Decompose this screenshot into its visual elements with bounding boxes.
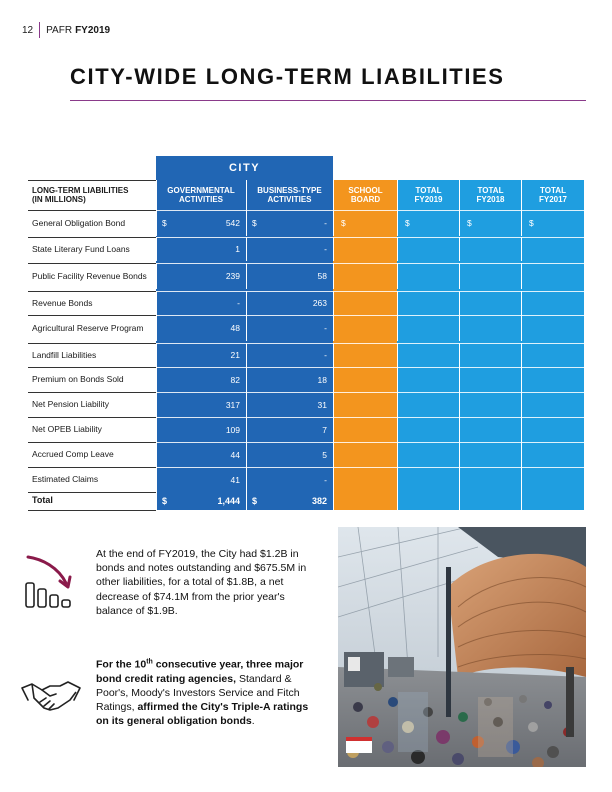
- table-row: [28, 392, 584, 417]
- business-value: 31: [246, 392, 333, 417]
- row-label: Accrued Comp Leave: [32, 449, 114, 460]
- row-divider: [28, 237, 156, 238]
- row-divider-light: [156, 343, 584, 344]
- total-2018-value: [459, 467, 521, 492]
- table-row: [28, 442, 584, 467]
- total-2017-value: [521, 263, 584, 289]
- row-divider: [28, 392, 156, 393]
- row-divider-light: [156, 467, 584, 468]
- row-divider: [28, 315, 156, 316]
- row-divider-light: [156, 237, 584, 238]
- total-2017-value: $: [521, 210, 584, 236]
- business-value: 5: [246, 442, 333, 467]
- liabilities-summary-text: At the end of FY2019, the City had $1.2B in bonds and notes outstanding and $675.5M in other liabilities, for a total of $1.8B, a net decrease of $74.1M from the prior year's balance of $1.9B.: [96, 548, 307, 617]
- row-label: Landfill Liabilities: [32, 349, 97, 360]
- row-divider: [28, 343, 156, 344]
- total-2019-value: [397, 442, 459, 467]
- governmental-value: 239: [156, 263, 246, 289]
- governmental-value: 1: [156, 237, 246, 261]
- total-2018-value: [459, 237, 521, 261]
- row-divider: [28, 263, 156, 264]
- school-value: [333, 467, 397, 492]
- business-value: -: [246, 237, 333, 261]
- business-value: 263: [246, 291, 333, 315]
- business-value: 18: [246, 367, 333, 392]
- total-label: Total: [32, 495, 53, 506]
- business-value: -: [246, 315, 333, 341]
- business-value: 58: [246, 263, 333, 289]
- table-row: [28, 291, 584, 315]
- liabilities-table: [28, 156, 584, 511]
- row-divider-light: [156, 392, 584, 393]
- rating-agencies-text: For the 10th consecutive year, three major bond credit rating agencies, Standard & Poor's, Moody's Investors Service and Fitch Ratings, affirmed the City's Triple-A ratings on its general obligation bonds.: [96, 658, 309, 728]
- row-divider: [28, 291, 156, 292]
- total-2019-value: [397, 263, 459, 289]
- total-2018-value: $: [459, 210, 521, 236]
- row-divider: [28, 210, 156, 211]
- page-title: CITY-WIDE LONG-TERM LIABILITIES: [70, 64, 505, 89]
- governmental-column-header: GOVERNMENTAL ACTIVITIES: [156, 180, 246, 210]
- total-row: [28, 492, 584, 510]
- business-value: 7: [246, 417, 333, 442]
- table-row: [28, 417, 584, 442]
- row-label: State Literary Fund Loans: [32, 243, 130, 254]
- table-row: [28, 263, 584, 289]
- total-business: $ 382: [246, 492, 333, 510]
- business-column-header: BUSINESS-TYPE ACTIVITIES: [246, 180, 333, 210]
- total-fy2017: [521, 492, 584, 510]
- school-value: [333, 417, 397, 442]
- convention-center-photo: [338, 527, 586, 767]
- school-value: [333, 392, 397, 417]
- table-row: [28, 343, 584, 367]
- total-2018-value: [459, 315, 521, 341]
- total-2019-value: [397, 315, 459, 341]
- total-fy2018: [459, 492, 521, 510]
- header-divider-line: [28, 180, 156, 181]
- governmental-value: 82: [156, 367, 246, 392]
- row-divider-light: [156, 291, 584, 292]
- total-2018-column-header: TOTAL FY2018: [459, 180, 521, 210]
- total-2018-value: [459, 442, 521, 467]
- total-2018-value: [459, 367, 521, 392]
- row-label: Net OPEB Liability: [32, 424, 102, 435]
- row-label: Premium on Bonds Sold: [32, 374, 124, 385]
- total-2019-column-header: TOTAL FY2019: [397, 180, 459, 210]
- total-2017-value: [521, 237, 584, 261]
- total-2018-value: [459, 417, 521, 442]
- total-2017-value: [521, 392, 584, 417]
- governmental-value: 109: [156, 417, 246, 442]
- total-2017-value: [521, 343, 584, 367]
- table-row: [28, 367, 584, 392]
- row-divider-light: [156, 315, 584, 316]
- total-divider: [28, 492, 156, 493]
- total-2017-value: [521, 291, 584, 315]
- header-fiscal-year: FY2019: [75, 24, 111, 36]
- row-divider-light: [156, 442, 584, 443]
- table-row: [28, 315, 584, 341]
- row-label: Revenue Bonds: [32, 297, 93, 308]
- header-divider: [39, 22, 40, 38]
- row-label: Net Pension Liability: [32, 399, 110, 410]
- school-value: [333, 263, 397, 289]
- total-2018-value: [459, 343, 521, 367]
- governmental-value: 41: [156, 467, 246, 492]
- business-value: -: [246, 467, 333, 492]
- total-2018-value: [459, 263, 521, 289]
- school-column-header: SCHOOL BOARD: [333, 180, 397, 210]
- total-2019-value: [397, 417, 459, 442]
- school-value: [333, 343, 397, 367]
- total-2019-value: [397, 343, 459, 367]
- total-2017-value: [521, 467, 584, 492]
- business-value: $ -: [246, 210, 333, 236]
- row-label: Public Facility Revenue Bonds: [32, 270, 147, 281]
- total-2019-value: [397, 467, 459, 492]
- row-divider: [28, 367, 156, 368]
- total-fy2019: [397, 492, 459, 510]
- total-2019-value: $: [397, 210, 459, 236]
- row-divider: [28, 417, 156, 418]
- total-2019-value: [397, 392, 459, 417]
- governmental-value: 317: [156, 392, 246, 417]
- page-header: [22, 22, 110, 38]
- row-divider-light: [156, 210, 584, 211]
- title-rule: [70, 100, 586, 101]
- total-divider: [28, 510, 156, 511]
- school-value: [333, 291, 397, 315]
- row-divider-light: [156, 263, 584, 264]
- table-row: [28, 467, 584, 492]
- total-2019-value: [397, 291, 459, 315]
- governmental-value: 44: [156, 442, 246, 467]
- total-2017-value: [521, 442, 584, 467]
- table-header-row: [28, 180, 584, 210]
- governmental-value: 21: [156, 343, 246, 367]
- total-2017-value: [521, 315, 584, 341]
- row-label: Estimated Claims: [32, 474, 99, 485]
- total-2017-column-header: TOTAL FY2017: [521, 180, 584, 210]
- total-2017-value: [521, 417, 584, 442]
- total-2018-value: [459, 392, 521, 417]
- handshake-icon: [20, 676, 86, 716]
- row-divider-light: [156, 367, 584, 368]
- school-value: [333, 315, 397, 341]
- total-2019-value: [397, 367, 459, 392]
- row-label: General Obligation Bond: [32, 217, 126, 228]
- total-governmental: $ 1,444: [156, 492, 246, 510]
- declining-bar-chart-icon: [22, 553, 80, 609]
- business-value: -: [246, 343, 333, 367]
- school-value: [333, 237, 397, 261]
- total-2019-value: [397, 237, 459, 261]
- school-value: [333, 367, 397, 392]
- school-value: $: [333, 210, 397, 236]
- label-column-header: LONG-TERM LIABILITIES (IN MILLIONS): [32, 185, 129, 204]
- row-divider: [28, 467, 156, 468]
- total-2018-value: [459, 291, 521, 315]
- table-row: [28, 210, 584, 236]
- total-2017-value: [521, 367, 584, 392]
- report-name: PAFR: [46, 24, 73, 36]
- school-value: [333, 442, 397, 467]
- page-number: 12: [22, 24, 34, 36]
- row-divider: [28, 442, 156, 443]
- governmental-value: -: [156, 291, 246, 315]
- governmental-value: $ 542: [156, 210, 246, 236]
- row-label: Agricultural Reserve Program: [32, 322, 144, 333]
- row-divider-light: [156, 417, 584, 418]
- city-group-header: CITY: [156, 156, 333, 180]
- total-school: [333, 492, 397, 510]
- governmental-value: 48: [156, 315, 246, 341]
- table-row: [28, 237, 584, 261]
